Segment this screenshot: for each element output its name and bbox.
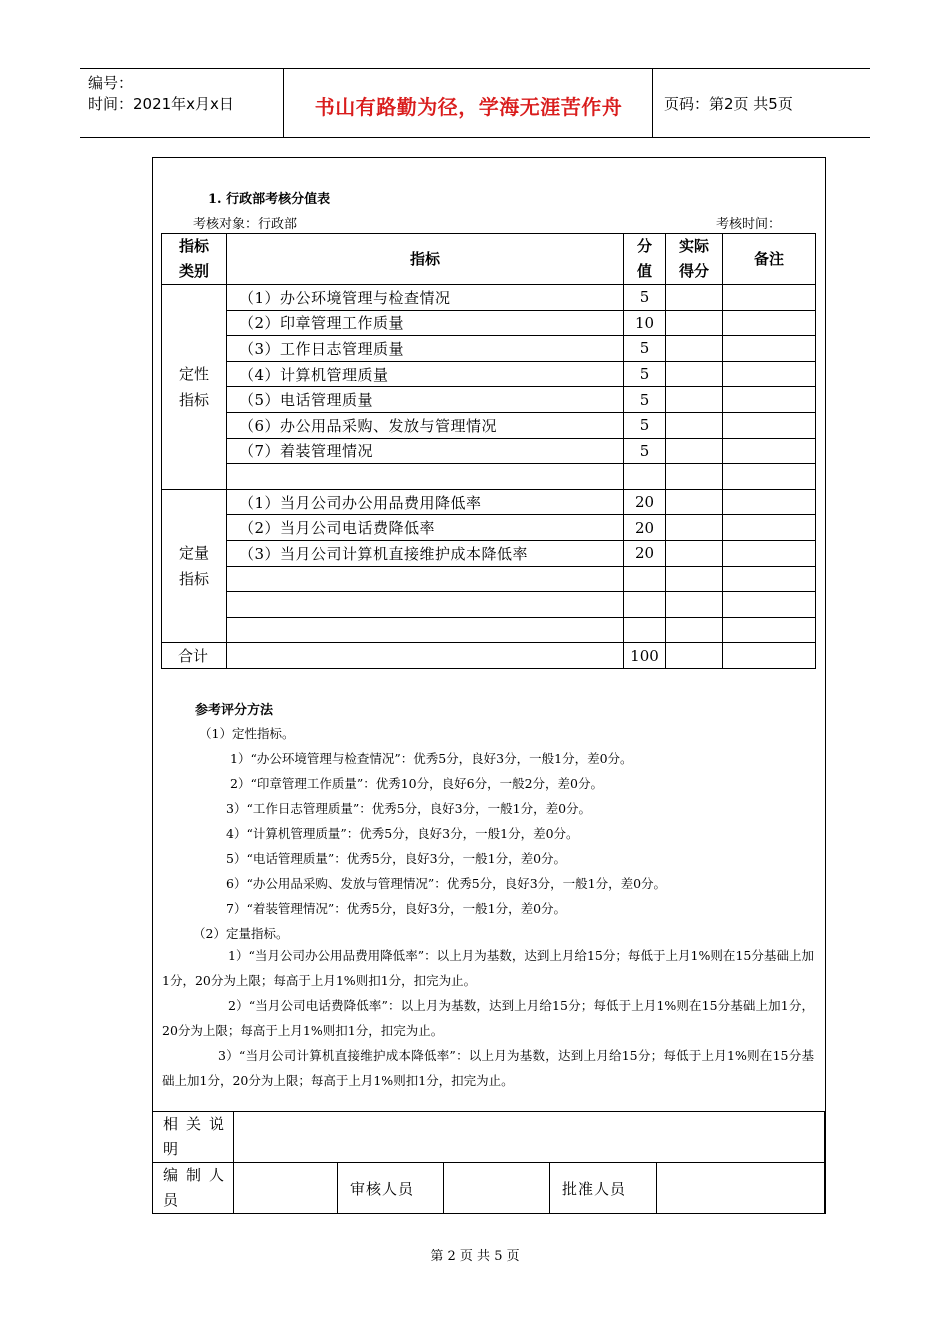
header-actual: 实际得分 xyxy=(666,234,723,285)
actual-score-cell[interactable] xyxy=(666,489,723,515)
approver-cell[interactable] xyxy=(657,1163,825,1214)
method-item: 7）“着装管理情况”：优秀5分，良好3分，一般1分，差0分。 xyxy=(226,901,567,916)
score-cell[interactable] xyxy=(624,566,666,592)
remark-cell[interactable] xyxy=(723,643,816,669)
method-paragraph: 3）“当月公司计算机直接维护成本降低率”：以上月为基数，达到上月给15分；每低于上月1%则在15分基础上加1分，20分为上限；每高于上月1%则扣1分，扣完为止。 xyxy=(162,1048,814,1088)
actual-score-cell[interactable] xyxy=(666,617,723,643)
header-score: 分值 xyxy=(624,234,666,285)
method-item: 6）“办公用品采购、发放与管理情况”：优秀5分，良好3分，一般1分，差0分。 xyxy=(226,876,667,891)
actual-score-cell[interactable] xyxy=(666,438,723,464)
indicator-cell: （1）办公环境管理与检查情况 xyxy=(227,285,624,311)
table-row-empty xyxy=(162,464,816,490)
method-item: 1）“办公环境管理与检查情况”：优秀5分，良好3分，一般1分，差0分。 xyxy=(230,751,633,766)
method-quantitative-label: （2）定量指标。 xyxy=(193,926,289,941)
actual-score-cell[interactable] xyxy=(666,412,723,438)
category-qualitative: 定性指标 xyxy=(162,285,227,490)
indicator-cell: （3）工作日志管理质量 xyxy=(227,336,624,362)
remark-cell[interactable] xyxy=(723,412,816,438)
remark-cell[interactable] xyxy=(723,617,816,643)
actual-score-cell[interactable] xyxy=(666,361,723,387)
indicator-cell: （1）当月公司办公用品费用降低率 xyxy=(227,489,624,515)
actual-score-cell[interactable] xyxy=(666,336,723,362)
score-cell[interactable] xyxy=(624,617,666,643)
header-divider xyxy=(283,69,284,137)
indicator-cell[interactable] xyxy=(227,464,624,490)
remark-cell[interactable] xyxy=(723,285,816,311)
header-meta xyxy=(88,73,234,115)
score-cell: 5 xyxy=(624,387,666,413)
indicator-cell: （5）电话管理质量 xyxy=(227,387,624,413)
score-cell: 20 xyxy=(624,540,666,566)
table-row xyxy=(162,515,816,541)
remark-cell[interactable] xyxy=(723,387,816,413)
indicator-cell: （3）当月公司计算机直接维护成本降低率 xyxy=(227,540,624,566)
section-title: 1. 行政部考核分值表 xyxy=(208,192,331,207)
score-cell: 5 xyxy=(624,336,666,362)
remark-cell[interactable] xyxy=(723,515,816,541)
indicator-cell[interactable] xyxy=(227,592,624,618)
table-header-row xyxy=(162,234,816,285)
signer-row xyxy=(153,1163,825,1214)
indicator-cell: （2）当月公司电话费降低率 xyxy=(227,515,624,541)
related-content-cell[interactable] xyxy=(234,1112,825,1163)
document-number-label: 编号： xyxy=(88,74,134,92)
table-row xyxy=(162,387,816,413)
method-paragraph: 1）“当月公司办公用品费用降低率”：以上月为基数，达到上月给15分；每低于上月1%则在15分基础上加1分，20分为上限；每高于上月1%则扣1分，扣完为止。 xyxy=(162,948,814,988)
table-row xyxy=(162,489,816,515)
table-row xyxy=(162,540,816,566)
indicator-cell: （6）办公用品采购、发放与管理情况 xyxy=(227,412,624,438)
document-header xyxy=(80,68,870,138)
table-row-empty xyxy=(162,566,816,592)
table-row xyxy=(162,412,816,438)
indicator-cell: （4）计算机管理质量 xyxy=(227,361,624,387)
table-row-empty xyxy=(162,617,816,643)
remark-cell[interactable] xyxy=(723,438,816,464)
assess-time: 考核时间： xyxy=(716,217,782,232)
signature-table xyxy=(152,1111,825,1214)
total-indicator-cell xyxy=(227,643,624,669)
actual-score-cell[interactable] xyxy=(666,310,723,336)
document-date: 时间：2021年x月x日 xyxy=(88,95,234,113)
related-row xyxy=(153,1112,825,1163)
indicator-cell[interactable] xyxy=(227,617,624,643)
table-row xyxy=(162,336,816,362)
total-row xyxy=(162,643,816,669)
remark-cell[interactable] xyxy=(723,489,816,515)
method-item: 3）“工作日志管理质量”：优秀5分，良好3分，一般1分，差0分。 xyxy=(226,801,592,816)
related-label: 相关说明 xyxy=(153,1112,234,1163)
category-quantitative: 定量指标 xyxy=(162,489,227,643)
actual-score-cell[interactable] xyxy=(666,566,723,592)
header-indicator: 指标 xyxy=(227,234,624,285)
actual-score-cell[interactable] xyxy=(666,592,723,618)
assess-target: 考核对象：行政部 xyxy=(193,217,298,232)
actual-score-cell[interactable] xyxy=(666,540,723,566)
score-cell: 10 xyxy=(624,310,666,336)
actual-score-cell[interactable] xyxy=(666,515,723,541)
remark-cell[interactable] xyxy=(723,336,816,362)
remark-cell[interactable] xyxy=(723,464,816,490)
author-cell[interactable] xyxy=(234,1163,338,1214)
remark-cell[interactable] xyxy=(723,540,816,566)
method-item: 4）“计算机管理质量”：优秀5分，良好3分，一般1分，差0分。 xyxy=(226,826,579,841)
score-table xyxy=(161,233,816,669)
indicator-cell: （2）印章管理工作质量 xyxy=(227,310,624,336)
header-page-info: 页码：第2页 共5页 xyxy=(664,95,793,113)
score-cell: 5 xyxy=(624,361,666,387)
header-category: 指标类别 xyxy=(162,234,227,285)
remark-cell[interactable] xyxy=(723,566,816,592)
header-divider xyxy=(652,69,653,137)
approver-label: 批准人员 xyxy=(550,1163,657,1214)
reviewer-cell[interactable] xyxy=(444,1163,550,1214)
total-score: 100 xyxy=(624,643,666,669)
score-cell: 20 xyxy=(624,489,666,515)
reviewer-label: 审核人员 xyxy=(338,1163,444,1214)
header-remark: 备注 xyxy=(723,234,816,285)
score-cell: 5 xyxy=(624,412,666,438)
page-footer: 第 2 页 共 5 页 xyxy=(430,1249,520,1264)
actual-score-cell[interactable] xyxy=(666,285,723,311)
table-row xyxy=(162,361,816,387)
remark-cell[interactable] xyxy=(723,310,816,336)
indicator-cell: （7）着装管理情况 xyxy=(227,438,624,464)
total-label: 合计 xyxy=(162,643,227,669)
table-row xyxy=(162,310,816,336)
table-row-empty xyxy=(162,592,816,618)
method-item: 5）“电话管理质量”：优秀5分，良好3分，一般1分，差0分。 xyxy=(226,851,567,866)
score-cell: 5 xyxy=(624,438,666,464)
indicator-cell[interactable] xyxy=(227,566,624,592)
author-label: 编制人员 xyxy=(153,1163,234,1214)
method-title: 参考评分方法 xyxy=(195,703,274,718)
method-paragraph: 2）“当月公司电话费降低率”：以上月为基数，达到上月给15分；每低于上月1%则在15分基础上加1分，20分为上限；每高于上月1%则扣1分，扣完为止。 xyxy=(162,998,814,1038)
method-item: 2）“印章管理工作质量”：优秀10分，良好6分，一般2分，差0分。 xyxy=(230,776,603,791)
remark-cell[interactable] xyxy=(723,361,816,387)
score-cell: 20 xyxy=(624,515,666,541)
actual-score-cell[interactable] xyxy=(666,643,723,669)
table-row xyxy=(162,285,816,311)
score-cell: 5 xyxy=(624,285,666,311)
actual-score-cell[interactable] xyxy=(666,464,723,490)
header-motto: 书山有路勤为径，学海无涯苦作舟 xyxy=(314,95,623,119)
score-cell[interactable] xyxy=(624,464,666,490)
remark-cell[interactable] xyxy=(723,592,816,618)
table-row xyxy=(162,438,816,464)
method-qualitative-label: （1）定性指标。 xyxy=(199,726,295,741)
actual-score-cell[interactable] xyxy=(666,387,723,413)
score-cell[interactable] xyxy=(624,592,666,618)
